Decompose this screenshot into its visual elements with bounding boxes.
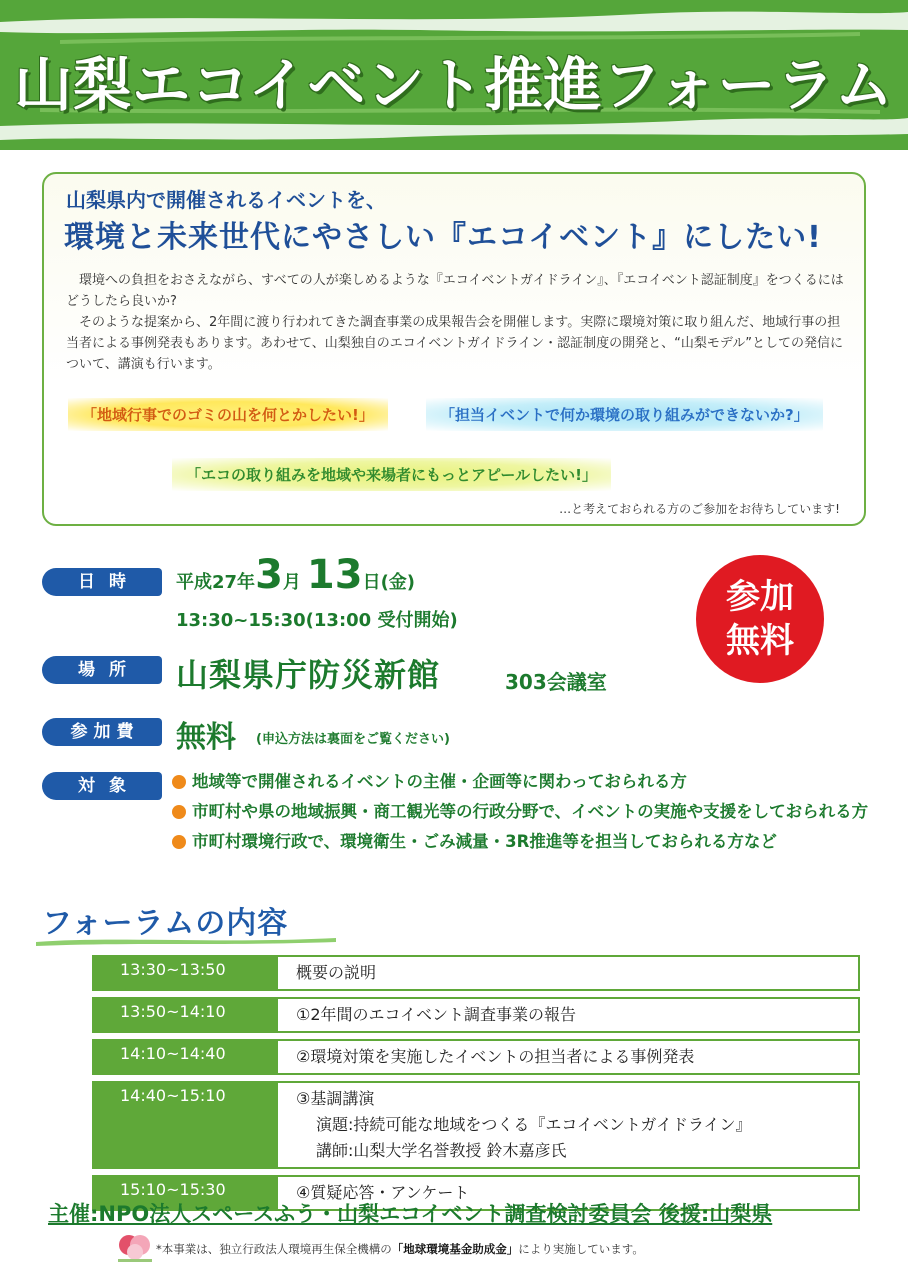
page-title: 山梨エコイベント推進フォーラム [14, 51, 894, 119]
bullet-dot-icon [172, 835, 186, 849]
venue-label: 場所 [42, 656, 162, 684]
schedule-row [92, 955, 860, 991]
date-label: 日時 [42, 568, 162, 596]
intro-body [66, 270, 846, 375]
event-time: 13:30~15:30(13:00 受付開始) [176, 610, 458, 631]
schedule-row [92, 1081, 860, 1169]
schedule-item: ④質疑応答・アンケート [296, 1183, 470, 1202]
keynote-topic: 演題:持続可能な地域をつくる『エコイベントガイドライン』 [316, 1115, 752, 1134]
badge-line-1: 参加 [726, 577, 794, 617]
intro-lead-line: 山梨県内で開催されるイベントを、 [66, 188, 386, 212]
schedule-time: 14:40~15:10 [94, 1083, 278, 1167]
fee-label: 参加費 [42, 718, 162, 746]
quote-garbage: 「地域行事でのゴミの山を何とかしたい!」 [68, 398, 388, 431]
target-item: 市町村環境行政で、環境衛生・ごみ減量・3R推進等を担当しておられる方など [172, 830, 872, 854]
target-list [172, 770, 872, 860]
target-label: 対象 [42, 772, 162, 800]
badge-line-2: 無料 [726, 621, 794, 661]
program-schedule [92, 955, 860, 1217]
intro-box [42, 172, 866, 526]
target-item: 地域等で開催されるイベントの主催・企画等に関わっておられる方 [172, 770, 872, 794]
keynote-title: ③基調講演 [296, 1089, 375, 1108]
fee-note: (申込方法は裏面をご覧ください) [256, 732, 450, 747]
keynote-speaker: 講師:山梨大学名誉教授 鈴木嘉彦氏 [316, 1141, 567, 1160]
fee-value: 無料 [176, 720, 236, 755]
brush-underline-decoration [36, 934, 336, 946]
bullet-dot-icon [172, 775, 186, 789]
intro-headline: 環境と未来世代にやさしい『エコイベント』にしたい! [64, 220, 822, 255]
venue-name: 山梨県庁防災新館 [176, 656, 441, 694]
fund-logo-icon [116, 1230, 154, 1264]
program-title: フォーラムの内容 [42, 906, 289, 941]
bullet-dot-icon [172, 805, 186, 819]
organizers: 主催:NPO法人スペースふう・山梨エコイベント調査検討委員会 後援:山梨県 [48, 1202, 773, 1226]
intro-paragraph-2: そのような提案から、2年間に渡り行われてきた調査事業の成果報告会を開催します。実際に環境対策に取り組んだ、地域行事の担当者による事例発表もあります。あわせて、山梨独自のエコイベントガイドライン・認証制度の開発と、“山梨モデル”としての発信について、講演も行います。 [66, 315, 843, 372]
schedule-item: ①2年間のエコイベント調査事業の報告 [296, 1005, 577, 1024]
schedule-time: 13:30~13:50 [94, 957, 278, 989]
target-item: 市町村や県の地域振興・商工観光等の行政分野で、イベントの実施や支援をしておられる方 [172, 800, 872, 824]
schedule-time: 15:10~15:30 [94, 1177, 278, 1209]
quote-appeal: 「エコの取り組みを地域や来場者にもっとアピールしたい!」 [172, 458, 611, 491]
schedule-time: 14:10~14:40 [94, 1041, 278, 1073]
schedule-item: ②環境対策を実施したイベントの担当者による事例発表 [296, 1047, 695, 1066]
schedule-item [278, 1083, 751, 1167]
header-banner [0, 0, 908, 150]
funding-note: *本事業は、独立行政法人環境再生保全機構の「地球環境基金助成金」により実施しています。 [156, 1242, 644, 1256]
venue-room: 303会議室 [505, 670, 607, 694]
event-date: 平成27年3月 13日(金) [176, 552, 416, 598]
quote-environment: 「担当イベントで何か環境の取り組みができないか?」 [426, 398, 823, 431]
intro-paragraph-1: 環境への負担をおさえながら、すべての人が楽しめるような『エコイベントガイドライン』、『エコイベント認証制度』をつくるにはどうしたら良いか? [66, 273, 844, 309]
schedule-row [92, 997, 860, 1033]
schedule-time: 13:50~14:10 [94, 999, 278, 1031]
schedule-row [92, 1039, 860, 1075]
intro-closing: …と考えておられる方のご参加をお待ちしています! [559, 502, 840, 516]
free-participation-badge [696, 555, 824, 683]
schedule-item: 概要の説明 [296, 963, 377, 982]
